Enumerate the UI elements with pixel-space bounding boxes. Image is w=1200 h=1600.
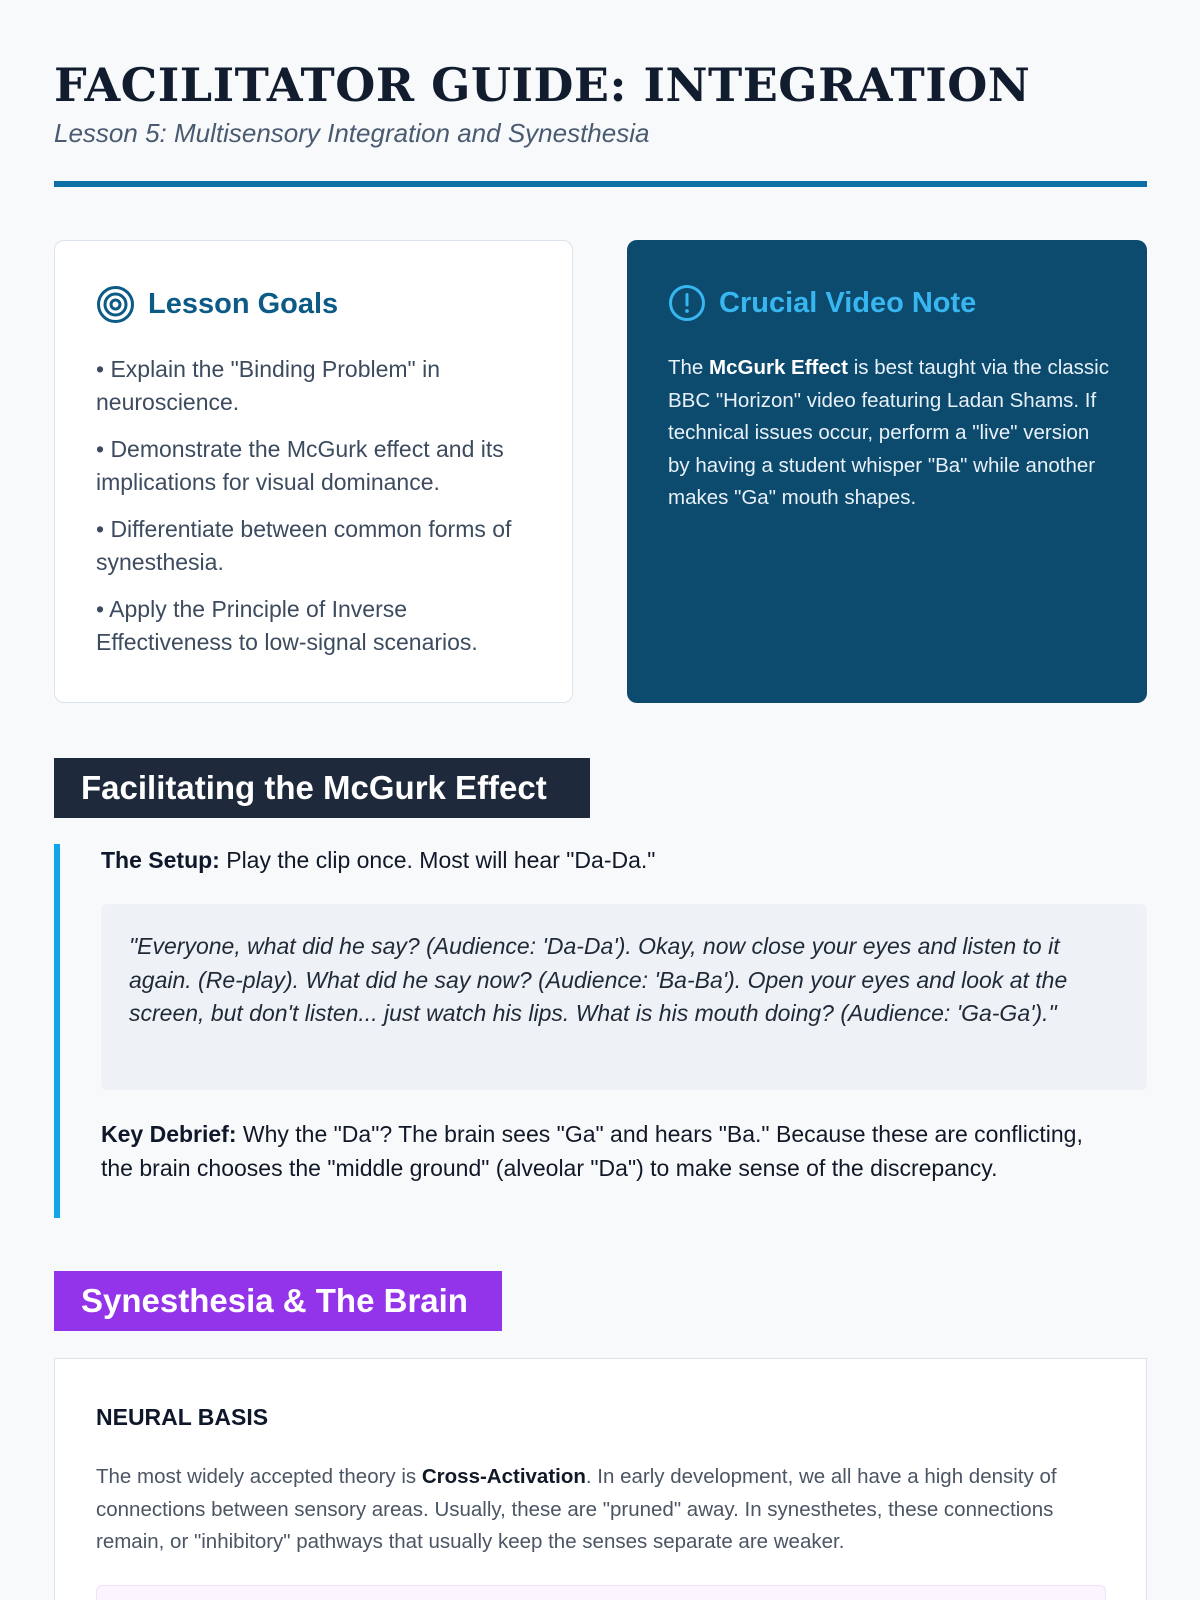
neural-basis-title: NEURAL BASIS [96, 1404, 269, 1430]
lesson-goals-header [96, 285, 338, 324]
debrief-label: Key Debrief: [101, 1121, 237, 1147]
title-divider [54, 181, 1147, 187]
video-note-text-rest: is best taught via the classic BBC "Horizon" video featuring Ladan Shams. If technical issues occur, perform a "live" version by having a student whisper "Ba" while another makes "Ga" mouth shapes. [668, 356, 1109, 509]
lesson-goals-list [96, 353, 536, 673]
setup-label: The Setup: [101, 847, 220, 873]
neural-text-rest: . In early development, we all have a high density of connections between sensory areas. Usually, these are "pruned" away. In synesthetes, these connections remain, or "inhibitory" pathways that usually keep the senses separate are weaker. [96, 1465, 1057, 1553]
facilitator-script-quote: "Everyone, what did he say? (Audience: 'Da-Da'). Okay, now close your eyes and listen to it again. (Re-play). What did he say now? (Audience: 'Ba-Ba'). Open your eyes and look at the screen, but don't listen... just watch his lips. What is his mouth doing? (Audience: 'Ga-Ga')." [101, 904, 1147, 1090]
video-note-header [668, 284, 976, 322]
list-item: • Explain the "Binding Problem" in neuroscience. [96, 356, 441, 415]
mcgurk-section [54, 844, 1147, 1218]
neural-basis-card [54, 1358, 1147, 1600]
page-title: FACILITATOR GUIDE: INTEGRATION [54, 58, 1031, 112]
list-item: • Demonstrate the McGurk effect and its implications for visual dominance. [96, 436, 504, 495]
page-subtitle: Lesson 5: Multisensory Integration and Synesthesia [54, 118, 650, 148]
mcgurk-section-banner: Facilitating the McGurk Effect [54, 758, 590, 818]
neural-highlight: Cross-Activation [421, 1465, 586, 1488]
lesson-goals-title: Lesson Goals [148, 288, 339, 320]
debrief-paragraph [101, 1118, 1101, 1185]
video-note-highlight: McGurk Effect [709, 356, 849, 379]
neural-basis-text [96, 1461, 1106, 1559]
video-note-card [627, 240, 1147, 703]
video-note-text-prefix: The [668, 356, 710, 379]
debrief-text: Why the "Da"? The brain sees "Ga" and hears "Ba." Because these are conflicting, the brain chooses the "middle ground" (alveolar "Da") to make sense of the discrepancy. [101, 1121, 1083, 1181]
video-note-title: Crucial Video Note [719, 286, 977, 319]
setup-text: Play the clip once. Most will hear "Da-Da." [219, 847, 656, 873]
list-item: • Apply the Principle of Inverse Effectiveness to low-signal scenarios. [96, 596, 478, 655]
list-item: • Differentiate between common forms of synesthesia. [96, 516, 512, 575]
target-icon [96, 285, 135, 324]
setup-paragraph [101, 844, 655, 877]
lesson-goals-card [54, 240, 573, 703]
neural-sub-box [96, 1585, 1106, 1600]
alert-circle-icon [668, 284, 706, 322]
synesthesia-section-banner: Synesthesia & The Brain [54, 1271, 502, 1331]
video-note-text [668, 352, 1113, 515]
neural-text-prefix: The most widely accepted theory is [96, 1465, 422, 1488]
